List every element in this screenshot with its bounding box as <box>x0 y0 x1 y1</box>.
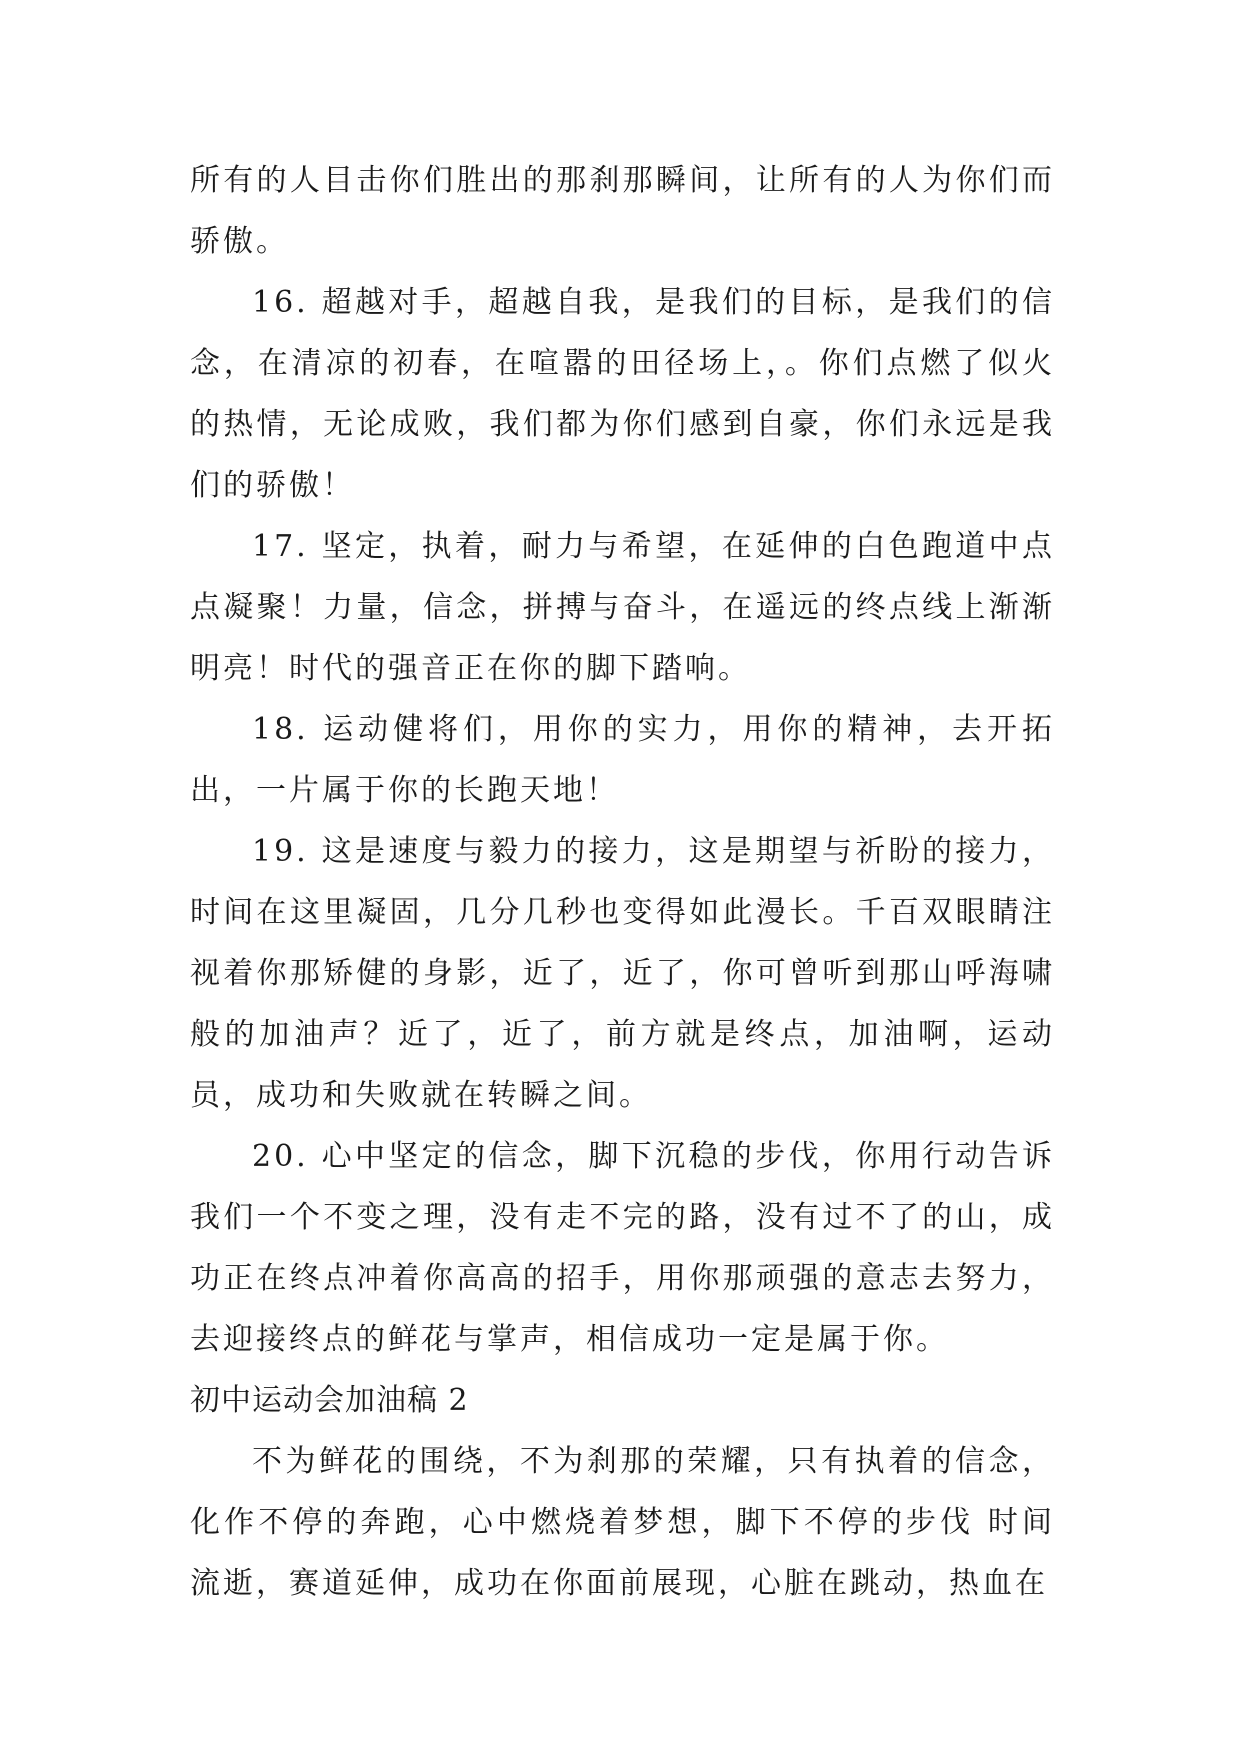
paragraph-item-16: 16. 超越对手，超越自我，是我们的目标，是我们的信念，在清凉的初春，在喧嚣的田径场上，。你们点燃了似火的热情，无论成败，我们都为你们感到自豪，你们永远是我们的骄傲！ <box>190 285 1055 503</box>
paragraph-item-20: 20. 心中坚定的信念，脚下沉稳的步伐，你用行动告诉我们一个不变之理，没有走不完的路，没有过不了的山，成功正在终点冲着你高高的招手，用你那顽强的意志去努力，去迎接终点的鲜花与掌声，相信成功一定是属于你。 <box>190 1139 1055 1357</box>
paragraph-item-18: 18. 运动健将们，用你的实力，用你的精神，去开拓出，一片属于你的长跑天地！ <box>190 712 1055 808</box>
paragraph-section-2: 不为鲜花的围绕，不为刹那的荣耀，只有执着的信念，化作不停的奔跑，心中燃烧着梦想，脚下不停的步伐 时间流逝，赛道延伸，成功在你面前展现，心脏在跳动，热血在 <box>190 1444 1055 1601</box>
paragraph-item-17: 17. 坚定，执着，耐力与希望，在延伸的白色跑道中点点凝聚！力量，信念，拼搏与奋斗，在遥远的终点线上渐渐明亮！时代的强音正在你的脚下踏响。 <box>190 529 1055 686</box>
paragraph-continuation: 所有的人目击你们胜出的那刹那瞬间，让所有的人为你们而骄傲。 <box>190 163 1055 259</box>
section-heading: 初中运动会加油稿 2 <box>190 1383 469 1418</box>
document-body <box>190 150 1055 1614</box>
paragraph-item-19: 19. 这是速度与毅力的接力，这是期望与祈盼的接力，时间在这里凝固，几分几秒也变得如此漫长。千百双眼睛注视着你那矫健的身影，近了，近了，你可曾听到那山呼海啸般的加油声？近了，近了，前方就是终点，加油啊，运动员，成功和失败就在转瞬之间。 <box>190 834 1055 1113</box>
